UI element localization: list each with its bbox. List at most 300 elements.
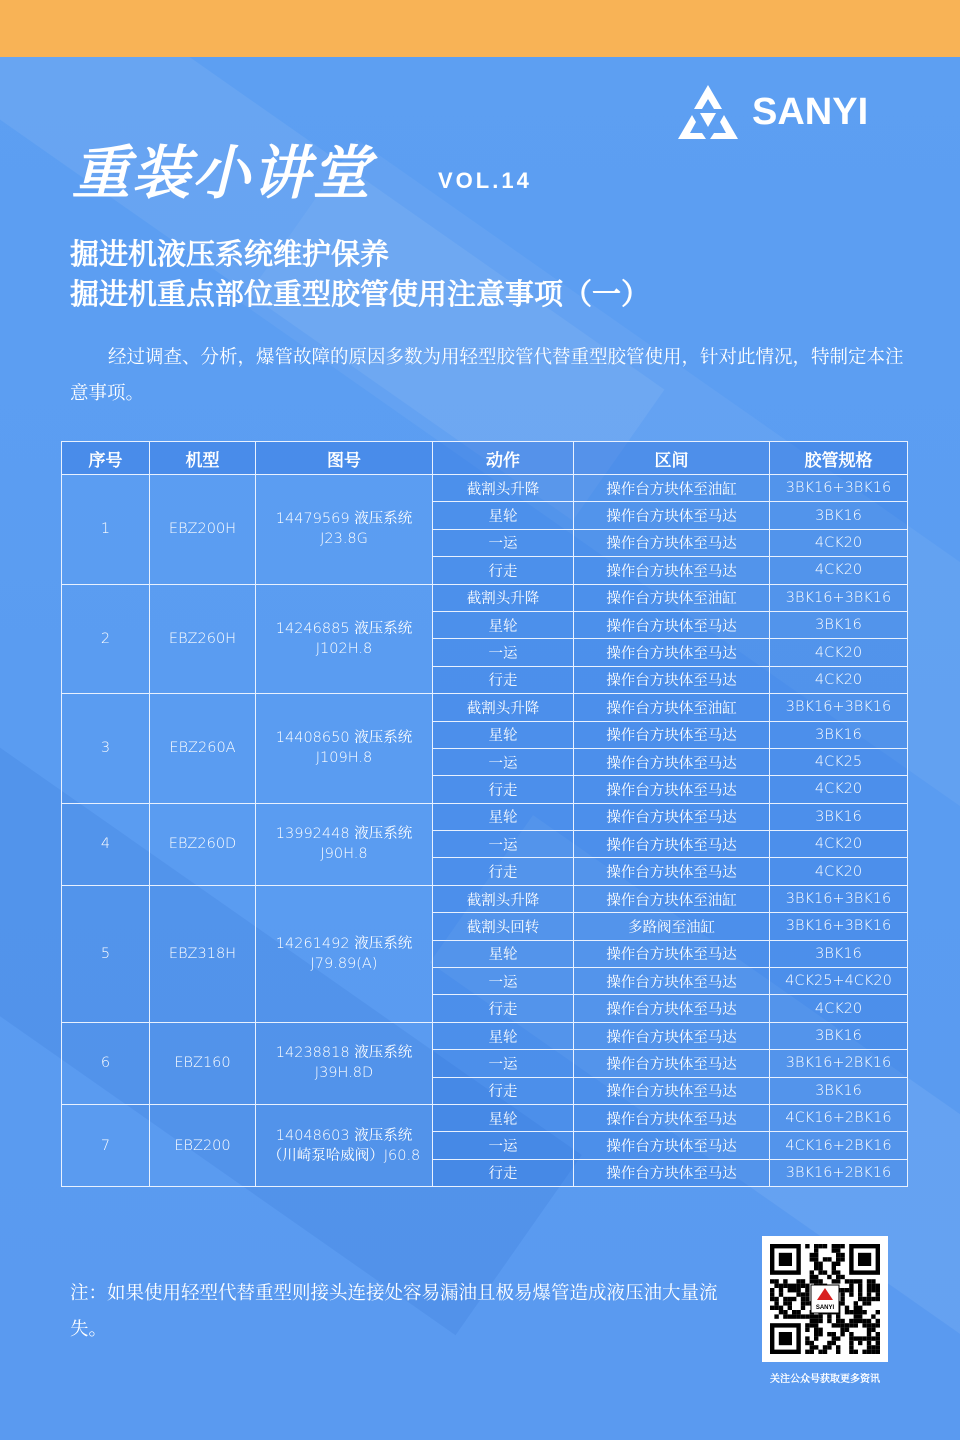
cell-action: 一运 — [433, 748, 574, 775]
qr-module — [858, 1288, 862, 1292]
qr-module — [814, 1257, 818, 1261]
qr-module — [814, 1253, 818, 1257]
cell-range: 操作台方块体至马达 — [574, 557, 770, 584]
cell-no: 5 — [62, 885, 150, 1022]
cell-range: 操作台方块体至马达 — [574, 776, 770, 803]
cell-action: 行走 — [433, 1077, 574, 1104]
qr-module — [854, 1301, 858, 1305]
qr-module — [867, 1341, 871, 1345]
qr-module — [836, 1257, 840, 1261]
qr-module — [818, 1332, 822, 1336]
cell-model: EBZ318H — [150, 885, 256, 1022]
cell-action: 星轮 — [433, 803, 574, 830]
qr-module — [845, 1323, 849, 1327]
qr-module — [770, 1292, 774, 1296]
qr-module — [871, 1336, 875, 1340]
qr-module — [801, 1297, 805, 1301]
qr-module — [876, 1310, 880, 1314]
qr-module — [867, 1328, 871, 1332]
cell-no: 6 — [62, 1022, 150, 1104]
qr-module — [823, 1257, 827, 1261]
cell-spec: 4CK20 — [770, 995, 908, 1022]
cell-spec: 3BK16 — [770, 1022, 908, 1049]
qr-module — [854, 1314, 858, 1318]
cell-model: EBZ260H — [150, 584, 256, 694]
table-body — [62, 475, 908, 1187]
cell-range: 操作台方块体至马达 — [574, 1104, 770, 1131]
qr-module — [783, 1279, 787, 1283]
qr-module — [845, 1310, 849, 1314]
qr-module — [836, 1345, 840, 1349]
qr-module — [867, 1288, 871, 1292]
qr-module — [854, 1319, 858, 1323]
qr-module — [849, 1288, 853, 1292]
qr-module — [814, 1279, 818, 1283]
qr-module — [814, 1275, 818, 1279]
qr-module — [818, 1328, 822, 1332]
qr-module — [810, 1319, 814, 1323]
drawing-code: J90H.8 — [320, 846, 368, 863]
qr-module — [779, 1310, 783, 1314]
qr-module — [796, 1314, 800, 1318]
cell-range: 操作台方块体至马达 — [574, 1132, 770, 1159]
qr-module — [840, 1253, 844, 1257]
qr-module — [845, 1306, 849, 1310]
qr-module — [867, 1332, 871, 1336]
cell-spec: 4CK25 — [770, 748, 908, 775]
qr-module — [858, 1306, 862, 1310]
cell-range: 操作台方块体至马达 — [574, 940, 770, 967]
header-drawing: 图号 — [256, 442, 433, 475]
qr-module — [810, 1350, 814, 1354]
qr-module — [832, 1279, 836, 1283]
qr-module — [836, 1248, 840, 1252]
cell-action: 行走 — [433, 666, 574, 693]
qr-module — [867, 1323, 871, 1327]
qr-module — [876, 1319, 880, 1323]
drawing-number: 14246885 液压系统 — [275, 620, 413, 637]
qr-module — [840, 1275, 844, 1279]
cell-action: 截割头回转 — [433, 913, 574, 940]
qr-module — [814, 1314, 818, 1318]
qr-module — [832, 1336, 836, 1340]
qr-module — [805, 1284, 809, 1288]
qr-module — [832, 1341, 836, 1345]
qr-finder — [779, 1332, 792, 1345]
qr-module — [876, 1297, 880, 1301]
qr-module — [792, 1288, 796, 1292]
qr-module — [862, 1336, 866, 1340]
qr-module — [849, 1345, 853, 1349]
cell-action: 星轮 — [433, 611, 574, 638]
header-model: 机型 — [150, 442, 256, 475]
qr-module — [858, 1341, 862, 1345]
drawing-code: J109H.8 — [315, 750, 373, 767]
qr-module — [774, 1314, 778, 1318]
qr-module — [849, 1292, 853, 1296]
qr-module — [774, 1284, 778, 1288]
cell-range: 操作台方块体至马达 — [574, 611, 770, 638]
cell-no: 4 — [62, 803, 150, 885]
qr-module — [862, 1310, 866, 1314]
qr-module — [876, 1323, 880, 1327]
qr-module — [823, 1270, 827, 1274]
qr-module — [805, 1244, 809, 1248]
cell-spec: 3BK16 — [770, 1077, 908, 1104]
qr-module — [814, 1345, 818, 1349]
qr-module — [810, 1314, 814, 1318]
qr-module — [774, 1297, 778, 1301]
qr-module — [832, 1262, 836, 1266]
qr-module — [818, 1266, 822, 1270]
cell-range: 操作台方块体至马达 — [574, 831, 770, 858]
cell-spec: 3BK16+3BK16 — [770, 913, 908, 940]
qr-module — [867, 1336, 871, 1340]
qr-module — [774, 1306, 778, 1310]
qr-module — [876, 1336, 880, 1340]
qr-module — [858, 1284, 862, 1288]
cell-range: 操作台方块体至马达 — [574, 1159, 770, 1186]
drawing-code: J23.8G — [320, 531, 368, 548]
intro-paragraph: 经过调查、分析，爆管故障的原因多数为用轻型胶管代替重型胶管使用，针对此情况，特制定本注意事项。 — [70, 347, 904, 404]
qr-module — [779, 1306, 783, 1310]
qr-module — [796, 1284, 800, 1288]
qr-module — [849, 1284, 853, 1288]
cell-action: 一运 — [433, 1132, 574, 1159]
table-row — [62, 694, 908, 721]
qr-module — [840, 1257, 844, 1261]
qr-module — [871, 1323, 875, 1327]
qr-module — [792, 1284, 796, 1288]
qr-module — [818, 1319, 822, 1323]
qr-module — [827, 1257, 831, 1261]
cell-action: 截割头升降 — [433, 885, 574, 912]
cell-spec: 4CK20 — [770, 831, 908, 858]
qr-module — [862, 1350, 866, 1354]
qr-module — [862, 1297, 866, 1301]
cell-spec: 3BK16+3BK16 — [770, 475, 908, 502]
cell-spec: 3BK16 — [770, 502, 908, 529]
qr-module — [854, 1279, 858, 1283]
qr-module — [867, 1319, 871, 1323]
qr-module — [774, 1301, 778, 1305]
logo-text: SANYI — [752, 90, 869, 133]
qr-module — [805, 1323, 809, 1327]
qr-module — [849, 1332, 853, 1336]
qr-module — [805, 1350, 809, 1354]
cell-spec: 4CK20 — [770, 639, 908, 666]
qr-module — [810, 1257, 814, 1261]
cell-action: 行走 — [433, 995, 574, 1022]
qr-module — [805, 1336, 809, 1340]
qr-module — [805, 1314, 809, 1318]
table-row — [62, 584, 908, 611]
table-row — [62, 475, 908, 502]
cell-drawing — [256, 694, 433, 804]
qr-module — [854, 1310, 858, 1314]
cell-drawing — [256, 584, 433, 694]
qr-module — [854, 1350, 858, 1354]
header-spec: 胶管规格 — [770, 442, 908, 475]
qr-module — [810, 1341, 814, 1345]
cell-model: EBZ260D — [150, 803, 256, 885]
qr-module — [849, 1310, 853, 1314]
qr-module — [805, 1328, 809, 1332]
qr-module — [814, 1266, 818, 1270]
qr-module — [840, 1328, 844, 1332]
cell-spec: 4CK20 — [770, 776, 908, 803]
qr-module — [805, 1341, 809, 1345]
qr-module — [801, 1292, 805, 1296]
cell-action: 一运 — [433, 529, 574, 556]
cell-range: 多路阀至油缸 — [574, 913, 770, 940]
cell-range: 操作台方块体至马达 — [574, 639, 770, 666]
cell-drawing — [256, 803, 433, 885]
qr-module — [858, 1292, 862, 1296]
cell-spec: 3BK16 — [770, 721, 908, 748]
qr-module — [876, 1284, 880, 1288]
qr-module — [854, 1323, 858, 1327]
brand-logo — [676, 82, 868, 142]
qr-module — [876, 1350, 880, 1354]
qr-module — [858, 1314, 862, 1318]
qr-module — [832, 1248, 836, 1252]
table-row — [62, 803, 908, 830]
qr-module — [792, 1297, 796, 1301]
qr-module — [845, 1288, 849, 1292]
qr-module — [840, 1244, 844, 1248]
cell-action: 行走 — [433, 1159, 574, 1186]
headline-line-1: 掘进机液压系统维护保养 — [70, 237, 390, 271]
qr-module — [867, 1301, 871, 1305]
cell-range: 操作台方块体至马达 — [574, 1050, 770, 1077]
qr-module — [858, 1319, 862, 1323]
cell-drawing — [256, 885, 433, 1022]
qr-module — [779, 1288, 783, 1292]
cell-action: 行走 — [433, 858, 574, 885]
qr-module — [788, 1288, 792, 1292]
volume-label: VOL.14 — [438, 168, 532, 193]
cell-spec: 3BK16+2BK16 — [770, 1050, 908, 1077]
drawing-number: 14261492 液压系统 — [275, 935, 413, 952]
qr-module — [783, 1310, 787, 1314]
qr-module — [792, 1310, 796, 1314]
qr-module — [796, 1310, 800, 1314]
qr-module — [814, 1244, 818, 1248]
cell-range: 操作台方块体至马达 — [574, 748, 770, 775]
cell-action: 一运 — [433, 831, 574, 858]
qr-module — [867, 1279, 871, 1283]
qr-module — [770, 1288, 774, 1292]
qr-module — [770, 1297, 774, 1301]
qr-module — [836, 1336, 840, 1340]
qr-module — [810, 1345, 814, 1349]
table-header-row — [62, 442, 908, 475]
cell-action: 星轮 — [433, 1022, 574, 1049]
qr-finder — [779, 1253, 792, 1266]
cell-action: 一运 — [433, 639, 574, 666]
qr-module — [814, 1262, 818, 1266]
cell-range: 操作台方块体至马达 — [574, 1022, 770, 1049]
qr-module — [871, 1328, 875, 1332]
qr-module — [849, 1350, 853, 1354]
qr-module — [823, 1345, 827, 1349]
cell-range: 操作台方块体至油缸 — [574, 475, 770, 502]
drawing-number: 14048603 液压系统 — [275, 1127, 413, 1144]
cell-spec: 4CK20 — [770, 666, 908, 693]
qr-module — [871, 1288, 875, 1292]
cell-no: 3 — [62, 694, 150, 804]
qr-module — [827, 1314, 831, 1318]
qr-module — [832, 1270, 836, 1274]
qr-module — [836, 1253, 840, 1257]
qr-module — [788, 1306, 792, 1310]
cell-spec: 3BK16 — [770, 940, 908, 967]
qr-module — [779, 1284, 783, 1288]
cell-action: 行走 — [433, 776, 574, 803]
cell-action: 一运 — [433, 968, 574, 995]
drawing-code: J39H.8D — [314, 1065, 374, 1082]
cell-spec: 4CK16+2BK16 — [770, 1104, 908, 1131]
cell-range: 操作台方块体至马达 — [574, 803, 770, 830]
footnote: 注：如果使用轻型代替重型则接头连接处容易漏油且极易爆管造成液压油大量流失。 — [70, 1283, 718, 1340]
qr-module — [832, 1244, 836, 1248]
cell-action: 星轮 — [433, 1104, 574, 1131]
qr-module — [796, 1292, 800, 1296]
qr-module — [788, 1284, 792, 1288]
cell-model: EBZ200 — [150, 1104, 256, 1186]
cell-model: EBZ260A — [150, 694, 256, 804]
table-row — [62, 1104, 908, 1131]
cell-spec: 3BK16 — [770, 803, 908, 830]
qr-module — [849, 1341, 853, 1345]
qr-module — [840, 1323, 844, 1327]
drawing-number: 13992448 液压系统 — [275, 826, 413, 843]
table-row — [62, 885, 908, 912]
drawing-number: 14479569 液压系统 — [275, 511, 413, 528]
qr-module — [862, 1323, 866, 1327]
qr-module — [801, 1284, 805, 1288]
qr-module — [849, 1319, 853, 1323]
drawing-number: 14408650 液压系统 — [275, 730, 413, 747]
qr-module — [814, 1328, 818, 1332]
qr-module — [836, 1279, 840, 1283]
qr-module — [810, 1270, 814, 1274]
qr-module — [845, 1328, 849, 1332]
qr-module — [818, 1270, 822, 1274]
qr-module — [832, 1332, 836, 1336]
cell-range: 操作台方块体至油缸 — [574, 885, 770, 912]
headline-line-2: 掘进机重点部位重型胶管使用注意事项（一） — [70, 277, 651, 311]
qr-module — [836, 1275, 840, 1279]
cell-spec: 3BK16 — [770, 611, 908, 638]
qr-module — [805, 1288, 809, 1292]
qr-caption: 关注公众号获取更多资讯 — [770, 1374, 880, 1385]
qr-module — [871, 1297, 875, 1301]
cell-range: 操作台方块体至马达 — [574, 529, 770, 556]
qr-module — [818, 1314, 822, 1318]
qr-module — [770, 1306, 774, 1310]
qr-module — [783, 1314, 787, 1318]
cell-action: 星轮 — [433, 721, 574, 748]
qr-module — [871, 1284, 875, 1288]
qr-module — [814, 1248, 818, 1252]
cell-spec: 3BK16+2BK16 — [770, 1159, 908, 1186]
cell-range: 操作台方块体至油缸 — [574, 584, 770, 611]
qr-module — [832, 1323, 836, 1327]
cell-spec: 3BK16+3BK16 — [770, 584, 908, 611]
qr-module — [774, 1279, 778, 1283]
qr-module — [876, 1332, 880, 1336]
qr-module — [827, 1319, 831, 1323]
cell-model: EBZ200H — [150, 475, 256, 585]
qr-module — [867, 1297, 871, 1301]
qr-module — [876, 1345, 880, 1349]
qr-module — [796, 1288, 800, 1292]
cell-range: 操作台方块体至马达 — [574, 1077, 770, 1104]
cell-action: 截割头升降 — [433, 694, 574, 721]
qr-module — [827, 1275, 831, 1279]
cell-drawing — [256, 1104, 433, 1186]
sanyi-triangle-logo-icon — [676, 83, 740, 141]
drawing-code: J102H.8 — [315, 640, 373, 657]
cell-range: 操作台方块体至马达 — [574, 995, 770, 1022]
qr-module — [845, 1279, 849, 1283]
qr-module — [810, 1275, 814, 1279]
qr-module — [876, 1288, 880, 1292]
qr-module — [867, 1350, 871, 1354]
cell-no: 7 — [62, 1104, 150, 1186]
qr-module — [783, 1297, 787, 1301]
qr-module — [783, 1284, 787, 1288]
qr-module — [876, 1292, 880, 1296]
cell-range: 操作台方块体至马达 — [574, 968, 770, 995]
qr-module — [849, 1323, 853, 1327]
qr-module — [801, 1301, 805, 1305]
qr-module — [810, 1323, 814, 1327]
cell-spec: 3BK16+3BK16 — [770, 885, 908, 912]
cell-range: 操作台方块体至马达 — [574, 858, 770, 885]
qr-module — [814, 1323, 818, 1327]
qr-module — [801, 1279, 805, 1283]
cell-action: 截割头升降 — [433, 475, 574, 502]
qr-code[interactable] — [762, 1236, 888, 1362]
qr-module — [840, 1319, 844, 1323]
hose-spec-table — [61, 441, 908, 1187]
qr-module — [801, 1306, 805, 1310]
qr-module — [818, 1279, 822, 1283]
qr-module — [849, 1336, 853, 1340]
series-title: 重装小讲堂 — [72, 139, 373, 207]
cell-action: 行走 — [433, 557, 574, 584]
qr-module — [827, 1341, 831, 1345]
cell-action: 星轮 — [433, 502, 574, 529]
qr-module — [810, 1253, 814, 1257]
qr-module — [823, 1350, 827, 1354]
drawing-number: 14238818 液压系统 — [275, 1045, 413, 1062]
cell-no: 2 — [62, 584, 150, 694]
qr-module — [836, 1244, 840, 1248]
qr-module — [796, 1279, 800, 1283]
qr-module — [810, 1279, 814, 1283]
qr-module — [836, 1262, 840, 1266]
qr-module — [840, 1288, 844, 1292]
qr-module — [858, 1279, 862, 1283]
qr-module — [792, 1314, 796, 1318]
qr-module — [849, 1279, 853, 1283]
qr-module — [836, 1319, 840, 1323]
cell-drawing — [256, 475, 433, 585]
